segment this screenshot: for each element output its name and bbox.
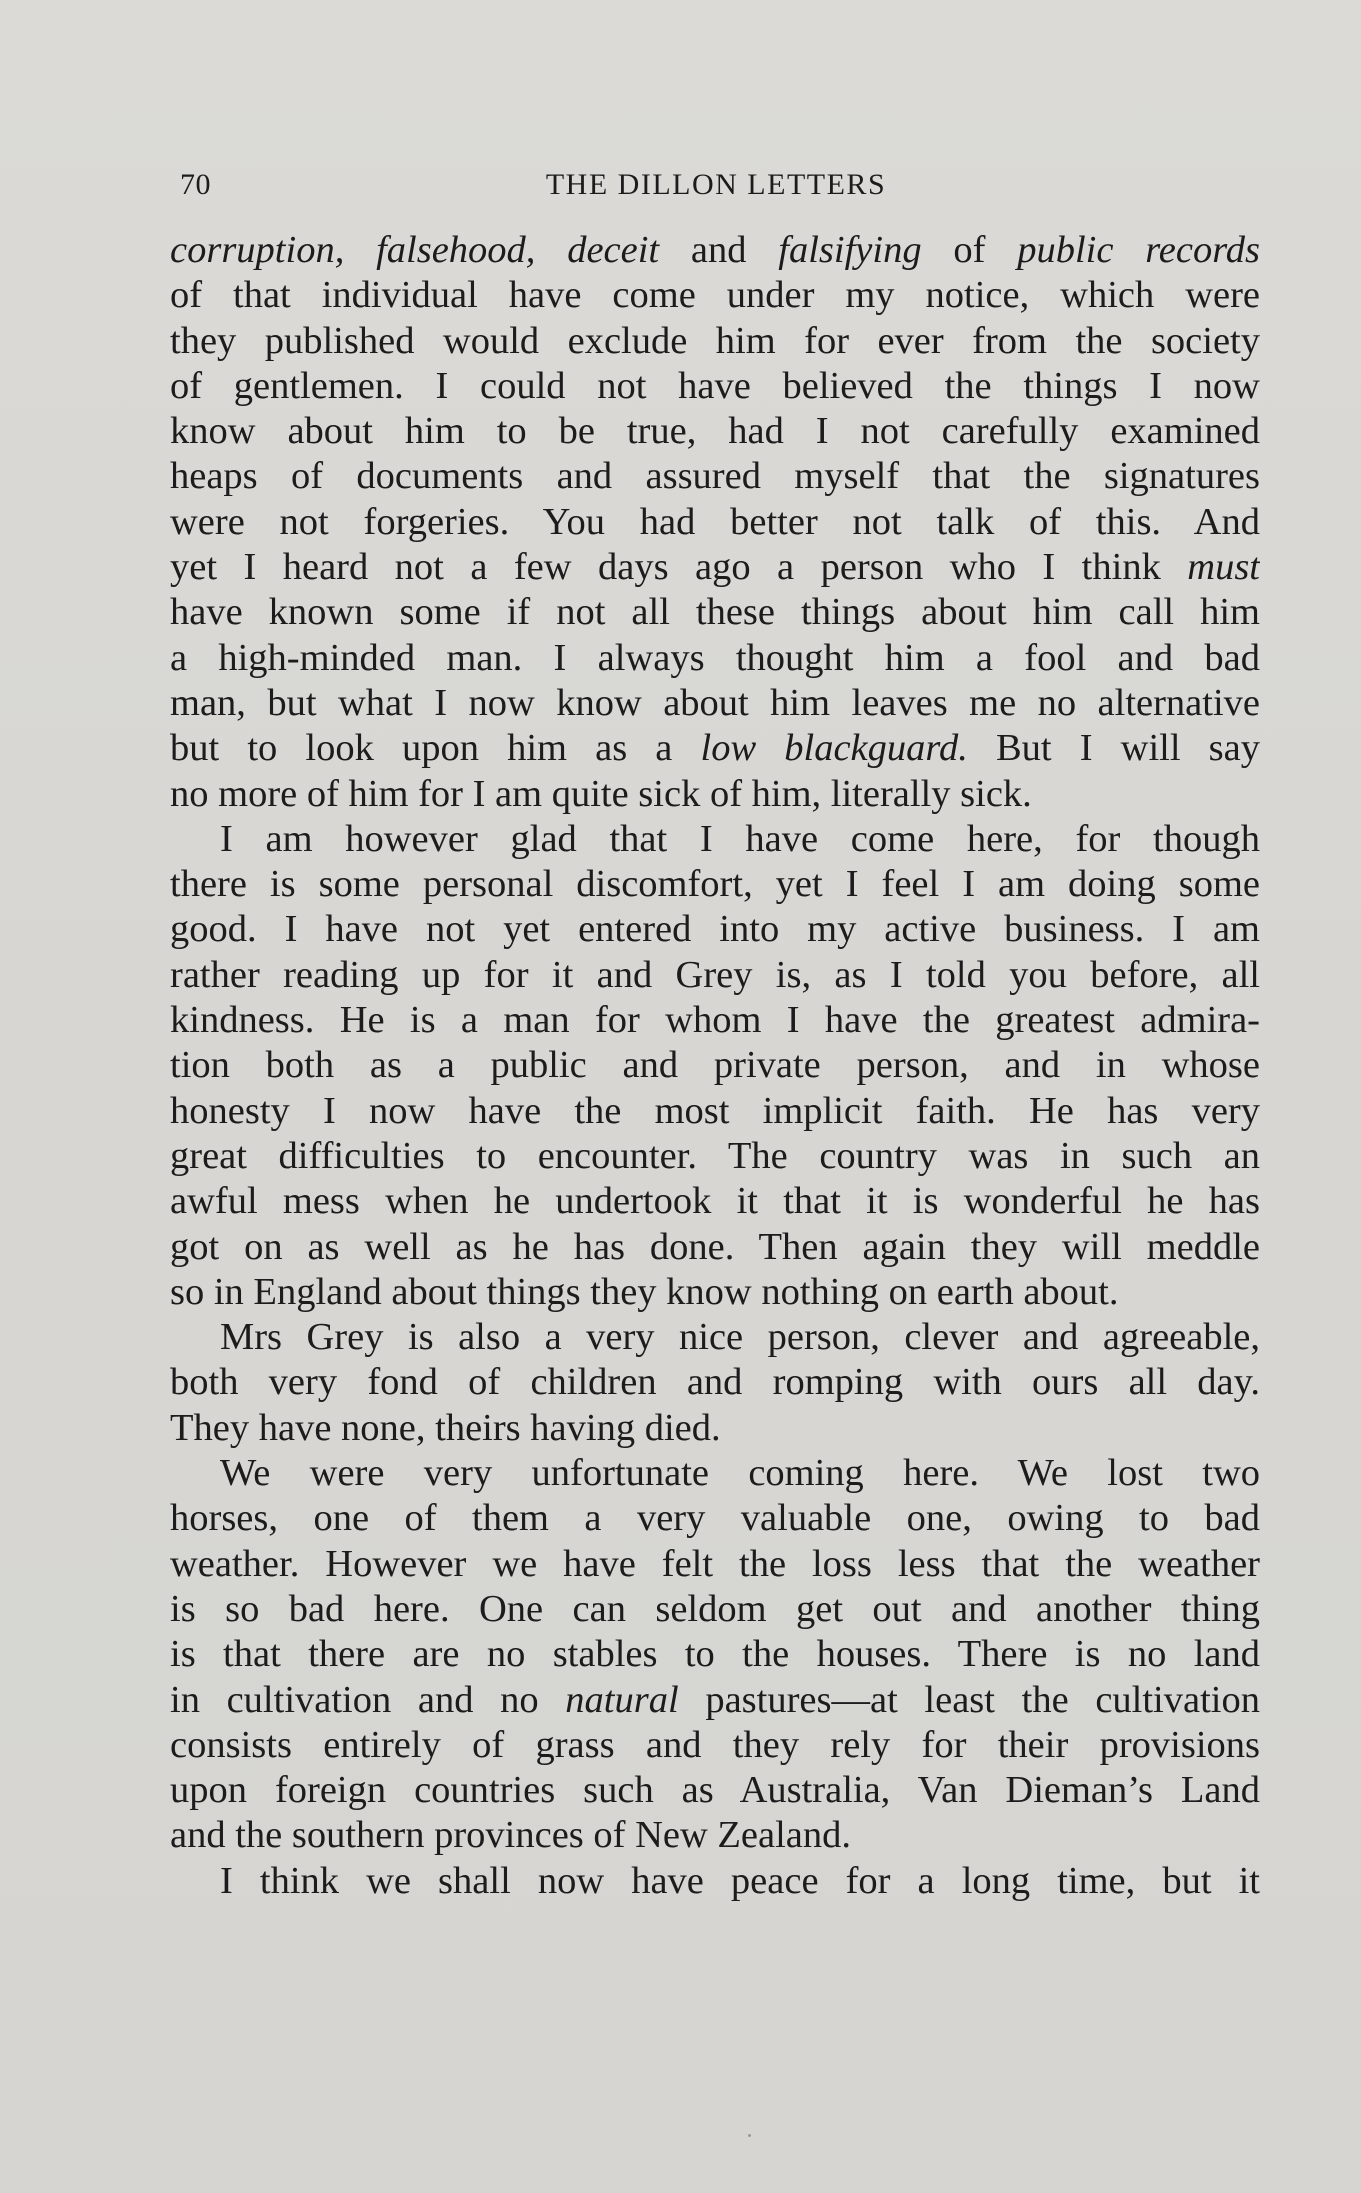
text-segment: but to look upon him as a (170, 727, 701, 770)
text-line (170, 1768, 1260, 1813)
text-line (170, 1451, 1260, 1496)
text-line (170, 998, 1260, 1043)
text-line (170, 228, 1260, 273)
text-line (170, 636, 1260, 681)
paper-speck (748, 2134, 751, 2137)
text-segment: Mrs Grey is also a very nice person, clever and agreeable, (220, 1316, 1260, 1359)
text-line (170, 1813, 1260, 1858)
text-segment: in cultivation and no (170, 1678, 566, 1721)
text-segment: and (659, 229, 779, 271)
text-segment: got on as well as he has done. Then again they will meddle (170, 1225, 1260, 1268)
italic-text: falsifying (778, 229, 922, 271)
running-title: THE DILLON LETTERS (545, 168, 887, 201)
text-segment: honesty I now have the most implicit faith. He has very (170, 1089, 1260, 1132)
text-line (170, 273, 1260, 318)
text-segment: rather reading up for it and Grey is, as I told you before, all (170, 953, 1260, 996)
text-line (170, 1360, 1260, 1405)
text-segment: of (921, 229, 1018, 271)
text-line (170, 364, 1260, 409)
text-line (170, 681, 1260, 726)
text-segment: were not forgeries. You had better not talk of this. And (170, 500, 1260, 543)
text-line (170, 1678, 1260, 1723)
text-segment: so in England about things they know nothing on earth about. (170, 1270, 1119, 1313)
text-segment: We were very unfortunate coming here. We lost two (220, 1452, 1260, 1495)
text-segment: pastures—at least the cultivation (678, 1678, 1260, 1721)
text-segment: is so bad here. One can seldom get out and another thing (170, 1587, 1260, 1630)
text-segment: upon foreign countries such as Australia, Van Dieman’s Land (170, 1769, 1260, 1812)
text-segment: weather. However we have felt the loss less that the weather (170, 1542, 1260, 1585)
text-segment: a high-minded man. I always thought him a fool and bad (170, 636, 1260, 679)
text-segment: they published would exclude him for ever from the society (170, 319, 1260, 362)
text-line (170, 1587, 1260, 1632)
text-line (170, 1225, 1260, 1270)
text-line (170, 1542, 1260, 1587)
text-segment: man, but what I now know about him leaves me no alternative (170, 681, 1260, 724)
text-line (170, 454, 1260, 499)
italic-text: natural (565, 1678, 679, 1721)
text-line (170, 1632, 1260, 1677)
text-segment: consists entirely of grass and they rely for their provisions (170, 1723, 1260, 1766)
text-segment: good. I have not yet entered into my active business. I am (170, 908, 1260, 951)
text-line (170, 953, 1260, 998)
text-line (170, 862, 1260, 907)
text-segment: awful mess when he undertook it that it is wonderful he has (170, 1180, 1260, 1223)
text-line (170, 817, 1260, 862)
text-line (170, 319, 1260, 364)
text-line (170, 1315, 1260, 1360)
text-segment: kindness. He is a man for whom I have the greatest admira- (170, 999, 1260, 1042)
text-line (170, 1270, 1260, 1315)
text-segment: have known some if not all these things about him call him (170, 591, 1260, 634)
text-line (170, 772, 1260, 817)
text-segment: no more of him for I am quite sick of him, literally sick. (170, 772, 1032, 815)
text-line (170, 1179, 1260, 1224)
text-segment: They have none, theirs having died. (170, 1406, 721, 1449)
text-line (170, 1406, 1260, 1451)
text-segment: heaps of documents and assured myself that the signatures (170, 455, 1260, 498)
text-segment: know about him to be true, had I not carefully examined (170, 410, 1260, 453)
italic-text: must (1187, 546, 1260, 589)
text-segment: there is some personal discomfort, yet I feel I am doing some (170, 863, 1260, 906)
page-number: 70 (180, 168, 211, 201)
text-line (170, 1496, 1260, 1541)
italic-text: corruption, falsehood, deceit (170, 229, 660, 271)
text-segment: yet I heard not a few days ago a person who I think (170, 546, 1188, 589)
text-segment: both very fond of children and romping with ours all day. (170, 1361, 1260, 1404)
text-segment: I am however glad that I have come here, for though (220, 817, 1260, 860)
text-line (170, 590, 1260, 635)
text-segment: great difficulties to encounter. The country was in such an (170, 1134, 1260, 1177)
italic-text: low blackguard. (700, 727, 968, 770)
text-segment: I think we shall now have peace for a long time, but it (220, 1859, 1260, 1902)
text-segment: But I will say (967, 727, 1260, 770)
italic-text: public records (1017, 229, 1260, 271)
text-segment: is that there are no stables to the houses. There is no land (170, 1633, 1260, 1676)
text-segment: and the southern provinces of New Zealand. (170, 1814, 852, 1857)
text-line (170, 1859, 1260, 1904)
text-segment: of that individual have come under my notice, which were (170, 274, 1260, 317)
text-line (170, 1089, 1260, 1134)
running-head (180, 168, 1252, 208)
text-segment: of gentlemen. I could not have believed the things I now (170, 364, 1260, 407)
text-line (170, 907, 1260, 952)
text-segment: tion both as a public and private person, and in whose (170, 1044, 1260, 1087)
text-line (170, 1043, 1260, 1088)
text-line (170, 726, 1260, 771)
text-line (170, 409, 1260, 454)
text-line (170, 1134, 1260, 1179)
text-segment: horses, one of them a very valuable one, owing to bad (170, 1497, 1260, 1540)
text-line (170, 1723, 1260, 1768)
text-line (170, 545, 1260, 590)
text-line (170, 500, 1260, 545)
letter-body-text (170, 228, 1260, 1904)
